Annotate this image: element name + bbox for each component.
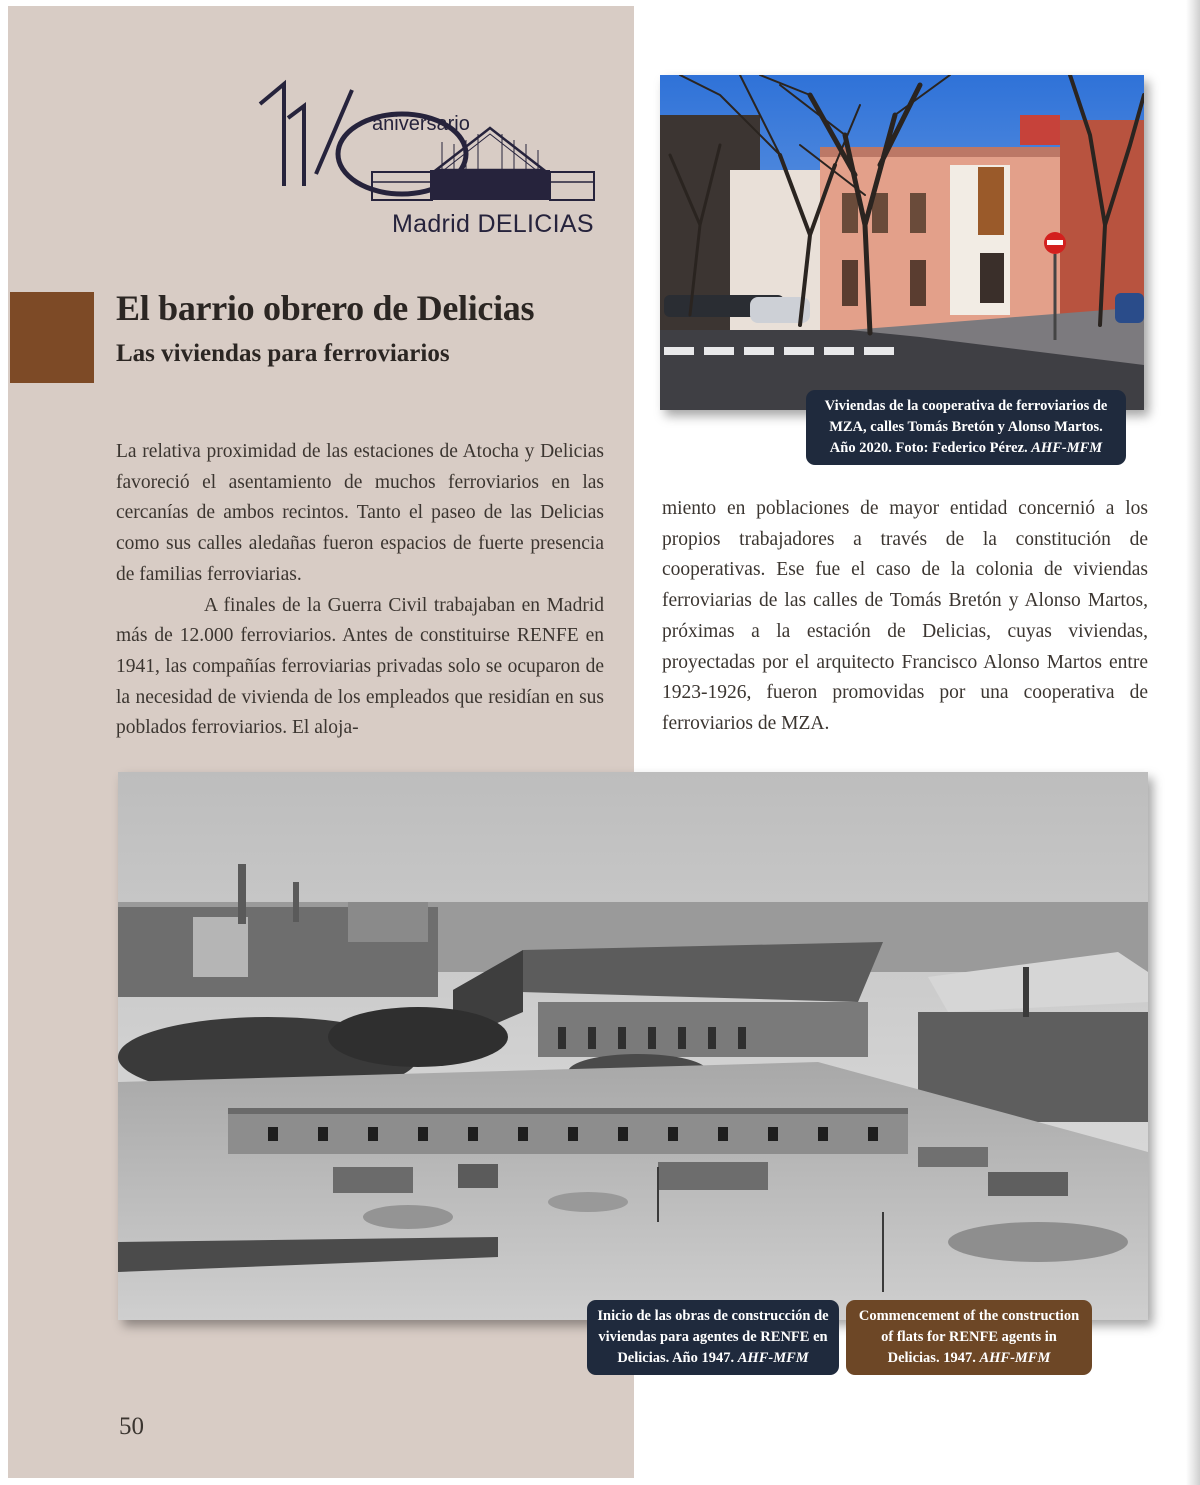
caption-bottom-en-text: Commencement of the construction of flats for RENFE agents in Delicias. 1947. [858, 1308, 1080, 1366]
article-title: El barrio obrero de Delicias [116, 288, 535, 328]
caption-bottom-es-credit: AHF-MFM [737, 1350, 809, 1366]
logo-subtitle: Madrid DELICIAS [392, 210, 594, 238]
caption-bottom-en-credit: AHF-MFM [979, 1350, 1051, 1366]
caption-top-credit: AHF-MFM [1031, 440, 1103, 456]
page-number: 50 [119, 1413, 144, 1440]
delicias-station-icon [372, 128, 594, 200]
paragraph-1: La relativa proximidad de las estaciones de Atocha y Delicias favoreció el asentamiento de muchos ferroviarios en las cercanías de ambos recintos. Tanto el paseo de las Delicias como sus calles aledañas fueron espacios de fuerte presencia de familias ferroviarias. [116, 441, 604, 585]
page-edge-shadow [1186, 0, 1200, 1485]
caption-bottom-english [846, 1300, 1092, 1375]
photo-construction-1947 [118, 772, 1148, 1320]
caption-bottom-es-text: Inicio de las obras de construcción de viviendas para agentes de RENFE en Delicias. Año 1947. [597, 1308, 829, 1366]
article-subtitle: Las viviendas para ferroviarios [116, 340, 450, 367]
heading-accent-block [10, 292, 94, 383]
caption-top-photo [806, 390, 1126, 465]
body-column-right [662, 494, 1148, 740]
caption-bottom-spanish [587, 1300, 839, 1375]
paragraph-2: A finales de la Guerra Civil trabajaban en Madrid más de 12.000 ferroviarios. Antes de constituirse RENFE en 1941, las compañías ferroviarias privadas solo se ocuparon de la necesidad de vivienda de los empleados que residían en sus poblados ferroviarios. El aloja- [116, 594, 604, 739]
logo-word: aniversario [372, 113, 470, 135]
caption-top-text: Viviendas de la cooperativa de ferroviarios de MZA, calles Tomás Bretón y Alonso Martos. Año 2020. Foto: Federico Pérez. [824, 398, 1108, 456]
body-column-left [116, 437, 604, 744]
paragraph-3: miento en poblaciones de mayor entidad concernió a los propios trabajadores a través de la constitución de cooperativas. Ese fue el caso de la colonia de viviendas ferroviarias de las calles de Tomás Bretón y Alonso Martos, próximas a la estación de Delicias, cuyas viviendas, proyectadas por el arquitecto Francisco Alonso Martos entre 1923-1926, fueron promovidas por una cooperativa de ferroviarios de MZA. [662, 498, 1148, 734]
photo-cooperative-houses [660, 75, 1144, 410]
